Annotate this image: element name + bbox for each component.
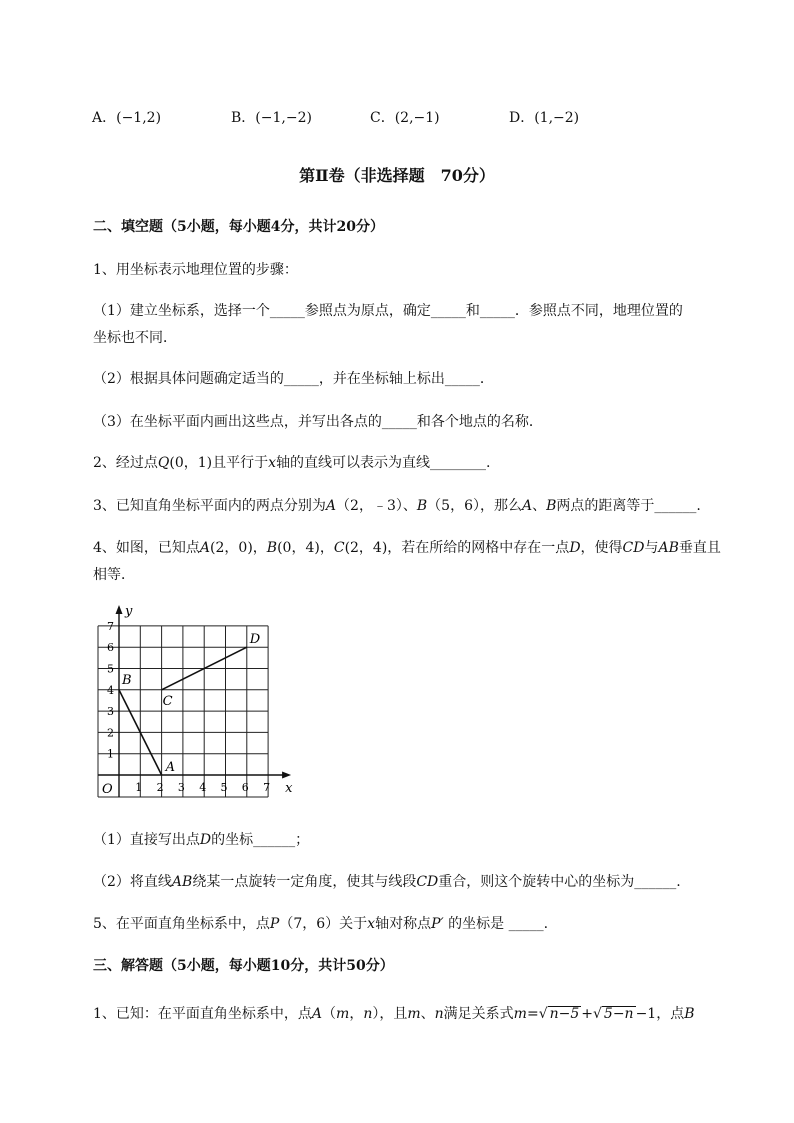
sq1-plus: +	[581, 1006, 593, 1022]
x-axis-label: x	[285, 781, 293, 796]
q4-sub2-text-2: 绕某一点旋转一定角度，使其与线段	[192, 874, 417, 890]
q4-text-3: (0，4)，	[277, 540, 334, 556]
sqrt-radicand-2: 5−n	[603, 1006, 634, 1022]
q3-text-5: 两点的距离等于______.	[556, 498, 701, 514]
option-c: C．(2,−1)	[370, 110, 440, 126]
sqrt-symbol-2: √	[593, 1006, 602, 1022]
q5-text-3: 轴对称点	[375, 916, 432, 932]
q4-text-2: (2，0)，	[210, 540, 267, 556]
q1-step1-line1: （1）建立坐标系，选择一个_____参照点为原点，确定_____和_____．参照点不同，地理位置的	[93, 303, 683, 319]
x-tick-label: 5	[220, 781, 228, 794]
part2-title: 第Ⅱ卷（非选择题 70分）	[299, 166, 495, 185]
q3-line	[93, 495, 701, 515]
q5-text-2: （7，6）关于	[279, 916, 368, 932]
sq1-n2: n	[434, 1006, 444, 1022]
q3-point-b: B	[416, 498, 428, 514]
q4-text-5: ，使得	[580, 540, 623, 556]
y-tick-label: 7	[107, 619, 114, 633]
x-tick-label: 2	[156, 781, 164, 794]
grid-lines	[98, 626, 271, 797]
q1-stem: 1、用坐标表示地理位置的步骤：	[93, 262, 298, 278]
sq1-m: m	[336, 1006, 350, 1022]
q5-text-4: 的坐标是 _____.	[443, 916, 549, 932]
solve-section-header: 三、解答题（5小题，每小题10分，共计50分）	[93, 958, 394, 974]
q4-point-d: D	[569, 540, 581, 556]
sq1-text-3: ，	[349, 1006, 364, 1022]
y-tick-label: 3	[107, 705, 114, 719]
q3-point-a: A	[325, 498, 337, 514]
q4-sub1-text-1: （1）直接写出点	[93, 832, 200, 848]
option-b: B．(−1,−2)	[231, 110, 312, 126]
q1-step3: （3）在坐标平面内画出这些点，并写出各点的_____和各个地点的名称．	[93, 414, 543, 430]
q4-sub2	[93, 871, 681, 891]
sq1-m3: m	[513, 1006, 527, 1022]
q1-step1-line2: 坐标也不同．	[93, 330, 177, 346]
point-label-d: D	[249, 632, 261, 648]
sq1-m2: m	[407, 1006, 421, 1022]
q3-text-2: （2，﹣3）、	[336, 498, 417, 514]
q3-text-3: （5，6），那么	[427, 498, 522, 514]
y-tick-label: 5	[107, 662, 114, 676]
option-d: D．(1,−2)	[509, 110, 580, 126]
q4-point-c: C	[333, 540, 345, 556]
q5-line	[93, 913, 548, 933]
x-tick-label: 7	[263, 781, 271, 794]
q4-line1	[93, 537, 721, 557]
coordinate-grid-figure	[90, 602, 300, 802]
sq1-eq: =	[526, 1006, 539, 1022]
q3-point-b2: B	[546, 498, 557, 514]
sq1-point-b: B	[684, 1006, 695, 1022]
q4-sub1	[93, 829, 309, 849]
tick-labels	[102, 604, 293, 797]
sq1-text-4: ），且	[372, 1006, 408, 1022]
q3-text-1: 3、已知直角坐标平面内的两点分别为	[93, 498, 326, 514]
q2-line	[93, 452, 491, 472]
q5-point-p-prime: P′	[431, 916, 444, 932]
sq1-text-5: 、	[420, 1006, 435, 1022]
sq1-text-2: （	[322, 1006, 337, 1022]
q1-step2: （2）根据具体问题确定适当的_____，并在坐标轴上标出_____．	[93, 371, 494, 387]
q2-axis-x: x	[268, 455, 277, 471]
q4-point-b: B	[266, 540, 278, 556]
q4-sub2-text-3: 重合，则这个旋转中心的坐标为______.	[438, 874, 681, 890]
q4-text-4: (2，4)，若在所给的网格中存在一点	[344, 540, 570, 556]
y-tick-label: 2	[107, 726, 114, 740]
q4-text-1: 4、如图，已知点	[93, 540, 200, 556]
x-tick-label: 4	[199, 781, 207, 794]
point-label-b: B	[122, 672, 132, 688]
q4-sub1-point-d: D	[199, 832, 212, 848]
y-axis-label: y	[125, 604, 133, 619]
q5-point-p: P	[269, 916, 280, 932]
q4-sub2-cd: CD	[416, 874, 439, 890]
q4-point-a: A	[199, 540, 211, 556]
sq1-text-6: 满足关系式	[443, 1006, 514, 1022]
q5-axis-x: x	[367, 916, 376, 932]
sq1-n: n	[363, 1006, 373, 1022]
grid-svg	[90, 602, 300, 802]
q2-point-q: Q	[157, 455, 170, 471]
sqrt-radicand-1: n−5	[549, 1006, 580, 1022]
sq1-text-1: 1、已知：在平面直角坐标系中，点	[93, 1006, 312, 1022]
x-tick-label: 6	[241, 781, 249, 794]
q4-segment-ab: AB	[658, 540, 679, 556]
sq1-point-a: A	[311, 1006, 323, 1022]
sq1-tail: −1，点	[635, 1006, 685, 1022]
point-label-c: C	[162, 693, 173, 709]
q3-text-4: 、	[532, 498, 547, 514]
q4-text-6: 与	[644, 540, 659, 556]
q4-sub1-text-2: 的坐标______；	[211, 832, 310, 848]
q4-line2: 相等．	[93, 567, 135, 583]
q2-text-3: 轴的直线可以表示为直线________.	[276, 455, 491, 471]
y-tick-label: 4	[107, 683, 114, 697]
axes	[98, 605, 291, 797]
option-a: A．(−1,2)	[92, 110, 162, 126]
q4-text-7: 垂直且	[678, 540, 721, 556]
q2-text-1: 2、经过点	[93, 455, 158, 471]
solve-q1-line	[93, 1003, 695, 1023]
x-tick-label: 3	[177, 781, 185, 794]
y-tick-label: 6	[107, 641, 114, 655]
q5-text-1: 5、在平面直角坐标系中，点	[93, 916, 270, 932]
sqrt-symbol-1: √	[538, 1006, 548, 1022]
y-tick-label: 1	[107, 747, 114, 761]
origin-label: O	[102, 782, 113, 797]
y-axis-arrow	[116, 605, 123, 614]
q4-sub2-ab: AB	[171, 874, 193, 890]
point-label-a: A	[165, 760, 175, 775]
fill-section-header: 二、填空题（5小题，每小题4分，共计20分）	[93, 219, 384, 235]
q3-point-a2: A	[521, 498, 533, 514]
x-axis-arrow	[282, 772, 291, 779]
q4-segment-cd: CD	[622, 540, 645, 556]
q4-sub2-text-1: （2）将直线	[93, 874, 172, 890]
q2-text-2: (0，1)且平行于	[169, 455, 269, 471]
x-tick-label: 1	[135, 781, 143, 794]
